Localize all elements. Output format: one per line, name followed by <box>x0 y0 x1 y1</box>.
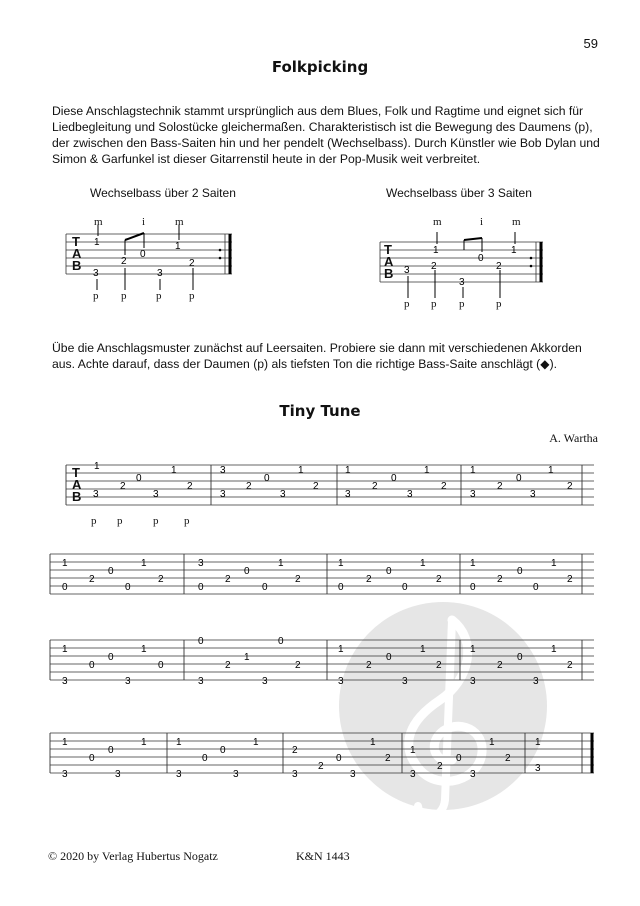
tab-note: 3 <box>345 489 351 500</box>
finger-p: p <box>153 515 159 527</box>
footer-catalog: K&N 1443 <box>296 849 350 863</box>
tab-note: 3 <box>198 558 204 569</box>
tab-note: 1 <box>470 465 476 476</box>
tab-note: 0 <box>386 566 392 577</box>
tab-note: 1 <box>94 461 100 472</box>
tab-note: 1 <box>433 245 439 256</box>
example2-title: Wechselbass über 3 Saiten <box>386 186 532 200</box>
tab-note: 2 <box>366 660 372 671</box>
tab-note: 0 <box>198 582 204 593</box>
tab-note: 2 <box>497 660 503 671</box>
tab-note: 3 <box>125 676 131 687</box>
finger-p: p <box>496 298 502 310</box>
finger-p: p <box>189 290 195 302</box>
tab-note: 2 <box>436 660 442 671</box>
tab-clef-letter: T <box>72 465 80 480</box>
tab-note: 1 <box>489 737 495 748</box>
finger-p: p <box>431 298 437 310</box>
tab-clef-icon <box>384 244 393 280</box>
tab-note: 3 <box>62 676 68 687</box>
tab-note: 0 <box>125 582 131 593</box>
tab-note: 2 <box>366 574 372 585</box>
tab-note: 3 <box>535 763 541 774</box>
tab-note: 1 <box>551 644 557 655</box>
tab-note: 3 <box>292 769 298 780</box>
tab-note: 3 <box>262 676 268 687</box>
tab-note: 1 <box>62 644 68 655</box>
section-title-folkpicking: Folkpicking <box>271 58 369 76</box>
tab-note: 3 <box>233 769 239 780</box>
tab-note: 1 <box>420 644 426 655</box>
tab-note: 2 <box>567 660 573 671</box>
finger-i-1: i <box>480 216 484 228</box>
tab-clef-icon <box>72 467 81 503</box>
tab-note: 2 <box>295 660 301 671</box>
tab-note: 0 <box>220 745 226 756</box>
tab-clef-letter: T <box>384 242 392 257</box>
tab-clef-letter: B <box>72 489 82 504</box>
tab-note: 2 <box>225 660 231 671</box>
tab-note: 2 <box>189 258 195 269</box>
tab-note: 1 <box>470 558 476 569</box>
tab-note: 2 <box>372 481 378 492</box>
tab-note: 0 <box>391 473 397 484</box>
tab-note: 3 <box>62 769 68 780</box>
tab-clef-letter: T <box>72 234 80 249</box>
tab-note: 0 <box>402 582 408 593</box>
section-title-tiny-tune: Tiny Tune <box>279 402 361 420</box>
intro-paragraph: Diese Anschlagstechnik stammt ursprünglich aus dem Blues, Folk und Ragtime und eignet sich für Liedbegleitung und Solostücke gleichermaßen. Charakteristisch ist die Bewegung des Daumens (p), der zwischen den Bass-Saiten hin und her pendelt (Wechselbass). Durch Künstler wie Bob Dylan und Simon & Garfunkel ist dieser Gitarrenstil heute in der Pop-Musik weit verbreitet. <box>52 104 600 166</box>
tab-note: 1 <box>420 558 426 569</box>
tab-note: 3 <box>153 489 159 500</box>
tab-note: 0 <box>140 249 146 260</box>
practice-paragraph: Übe die Anschlagsmuster zunächst auf Leersaiten. Probiere sie dann mit verschiedenen Akkorden aus. Achte darauf, dass der Daumen (p) als tiefsten Ton die richtige Bass-Saite anschlägt (◆). <box>52 341 582 371</box>
tab-note: 2 <box>313 481 319 492</box>
tab-note: 1 <box>253 737 259 748</box>
tab-clef-letter: A <box>72 246 82 261</box>
tab-note: 2 <box>225 574 231 585</box>
tab-note: 3 <box>470 769 476 780</box>
tab-note: 2 <box>295 574 301 585</box>
tab-note: 3 <box>459 277 465 288</box>
tab-note: 1 <box>141 558 147 569</box>
tab-note: 3 <box>93 489 99 500</box>
tab-note: 3 <box>404 265 410 276</box>
tab-note: 3 <box>220 465 226 476</box>
tab-note: 0 <box>262 582 268 593</box>
tab-note: 2 <box>318 761 324 772</box>
tab-note: 3 <box>470 676 476 687</box>
tab-note: 2 <box>120 481 126 492</box>
tab-note: 2 <box>497 574 503 585</box>
tab-note: 1 <box>62 558 68 569</box>
tab-note: 0 <box>336 753 342 764</box>
tab-note: 1 <box>244 652 250 663</box>
example2-tab <box>380 232 543 298</box>
tab-note: 3 <box>338 676 344 687</box>
tab-clef-letter: A <box>384 254 394 269</box>
tab-note: 3 <box>407 489 413 500</box>
tab-note: 1 <box>176 737 182 748</box>
finger-m-2: m <box>512 216 521 228</box>
tab-note: 3 <box>115 769 121 780</box>
tab-note: 3 <box>280 489 286 500</box>
tab-note: 2 <box>158 574 164 585</box>
tab-note: 1 <box>470 644 476 655</box>
tab-note: 3 <box>93 268 99 279</box>
finger-p: p <box>121 290 127 302</box>
tab-note: 1 <box>141 737 147 748</box>
tab-note: 3 <box>176 769 182 780</box>
tab-note: 2 <box>187 481 193 492</box>
tab-note: 0 <box>264 473 270 484</box>
tab-note: 3 <box>530 489 536 500</box>
tab-note: 3 <box>157 268 163 279</box>
tab-note: 0 <box>533 582 539 593</box>
tab-note: 2 <box>436 574 442 585</box>
tab-note: 1 <box>535 737 541 748</box>
tab-note: 0 <box>89 660 95 671</box>
tab-note: 0 <box>517 566 523 577</box>
tab-note: 3 <box>220 489 226 500</box>
tab-note: 2 <box>567 481 573 492</box>
footer-copyright: © 2020 by Verlag Hubertus Nogatz <box>48 849 218 863</box>
page-number: 59 <box>583 36 598 51</box>
finger-m-1: m <box>433 216 442 228</box>
tab-note: 2 <box>437 761 443 772</box>
tab-note: 2 <box>431 261 437 272</box>
tab-note: 1 <box>410 745 416 756</box>
tab-note: 3 <box>470 489 476 500</box>
tab-note: 0 <box>158 660 164 671</box>
tab-note: 0 <box>202 753 208 764</box>
tab-note: 0 <box>278 636 284 647</box>
tab-note: 2 <box>441 481 447 492</box>
tab-note: 0 <box>108 652 114 663</box>
tab-note: 1 <box>424 465 430 476</box>
finger-i-1: i <box>142 216 146 228</box>
tab-note: 1 <box>62 737 68 748</box>
tab-note: 1 <box>511 245 517 256</box>
tab-note: 2 <box>505 753 511 764</box>
tab-note: 2 <box>89 574 95 585</box>
tab-note: 0 <box>244 566 250 577</box>
tab-note: 3 <box>533 676 539 687</box>
tab-note: 2 <box>496 261 502 272</box>
example1-tab <box>66 225 232 290</box>
tab-note: 0 <box>108 566 114 577</box>
tab-note: 1 <box>345 465 351 476</box>
finger-p: p <box>184 515 190 527</box>
tab-note: 1 <box>94 237 100 248</box>
tab-note: 0 <box>136 473 142 484</box>
tab-note: 3 <box>350 769 356 780</box>
tab-note: 3 <box>410 769 416 780</box>
tab-note: 3 <box>198 676 204 687</box>
tab-note: 2 <box>385 753 391 764</box>
tab-note: 2 <box>497 481 503 492</box>
composer-credit: A. Wartha <box>549 431 598 445</box>
tab-note: 0 <box>198 636 204 647</box>
finger-p: p <box>156 290 162 302</box>
finger-m-1: m <box>94 216 103 228</box>
finger-p: p <box>117 515 123 527</box>
tab-note: 0 <box>108 745 114 756</box>
tab-note: 2 <box>567 574 573 585</box>
finger-p: p <box>93 290 99 302</box>
tab-note: 1 <box>370 737 376 748</box>
finger-p: p <box>91 515 97 527</box>
tab-note: 1 <box>338 644 344 655</box>
finger-p: p <box>459 298 465 310</box>
tab-note: 1 <box>338 558 344 569</box>
tab-note: 0 <box>62 582 68 593</box>
finger-p: p <box>404 298 410 310</box>
tab-note: 1 <box>548 465 554 476</box>
finger-m-2: m <box>175 216 184 228</box>
tab-note: 0 <box>516 473 522 484</box>
tab-note: 0 <box>517 652 523 663</box>
tab-note: 2 <box>292 745 298 756</box>
example1-title: Wechselbass über 2 Saiten <box>90 186 236 200</box>
tab-clef-letter: A <box>72 477 82 492</box>
tab-note: 0 <box>386 652 392 663</box>
tab-note: 2 <box>246 481 252 492</box>
tab-note: 1 <box>551 558 557 569</box>
tab-note: 2 <box>121 256 127 267</box>
tab-note: 0 <box>89 753 95 764</box>
tab-clef-icon <box>72 236 81 272</box>
tab-note: 1 <box>175 241 181 252</box>
tab-clef-letter: B <box>72 258 82 273</box>
tab-note: 0 <box>478 253 484 264</box>
tab-clef-letter: B <box>384 266 394 281</box>
tab-note: 1 <box>278 558 284 569</box>
tab-note: 0 <box>470 582 476 593</box>
tab-note: 3 <box>402 676 408 687</box>
treble-clef-watermark-icon <box>339 602 547 817</box>
tab-note: 1 <box>171 465 177 476</box>
tab-note: 0 <box>456 753 462 764</box>
tab-note: 1 <box>298 465 304 476</box>
tab-note: 1 <box>141 644 147 655</box>
tab-note: 0 <box>338 582 344 593</box>
